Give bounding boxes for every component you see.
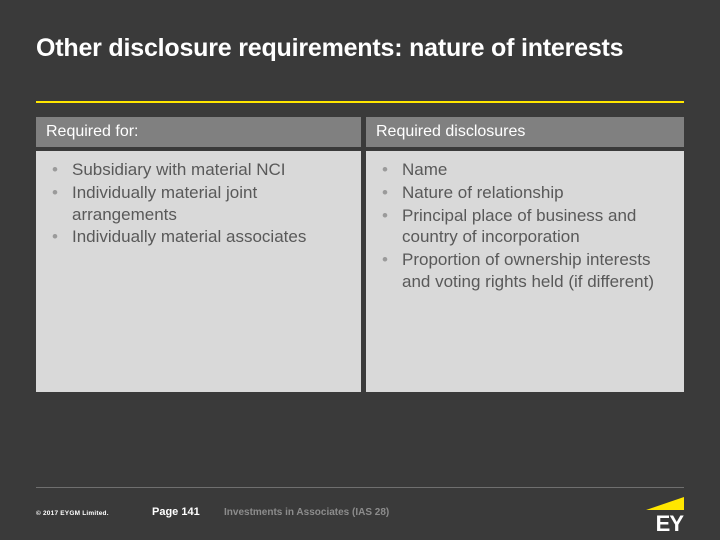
footer xyxy=(36,505,684,536)
ey-beam-icon xyxy=(646,497,684,510)
ey-logo-icon xyxy=(628,497,684,535)
footer-divider xyxy=(36,487,684,488)
ey-logo-text: EY xyxy=(655,511,683,536)
list-item: • Nature of relationship xyxy=(374,182,676,204)
table-header-required-disclosures: Required disclosures xyxy=(366,117,684,147)
footer-subject: Investments in Associates (IAS 28) xyxy=(224,507,390,518)
table-cell-required-for xyxy=(36,151,361,392)
page-number: Page 141 xyxy=(152,506,200,518)
table-body-row xyxy=(36,151,684,392)
table-header-required-for: Required for: xyxy=(36,117,361,147)
copyright-text: © 2017 EYGM Limited. xyxy=(36,510,109,517)
table-cell-required-disclosures xyxy=(366,151,684,392)
required-disclosures-list xyxy=(374,159,676,293)
disclosure-table xyxy=(36,117,684,392)
list-item: • Individually material joint arrangements xyxy=(44,182,353,226)
list-item: • Name xyxy=(374,159,676,181)
list-item: • Principal place of business and country of incorporation xyxy=(374,205,676,249)
required-for-list xyxy=(44,159,353,248)
list-item: • Proportion of ownership interests and voting rights held (if different) xyxy=(374,249,676,293)
title-block xyxy=(36,34,684,64)
list-item: • Individually material associates xyxy=(44,226,353,248)
page-title: Other disclosure requirements: nature of interests xyxy=(36,34,624,62)
title-divider xyxy=(36,101,684,103)
table-header-row xyxy=(36,117,684,147)
list-item: • Subsidiary with material NCI xyxy=(44,159,353,181)
